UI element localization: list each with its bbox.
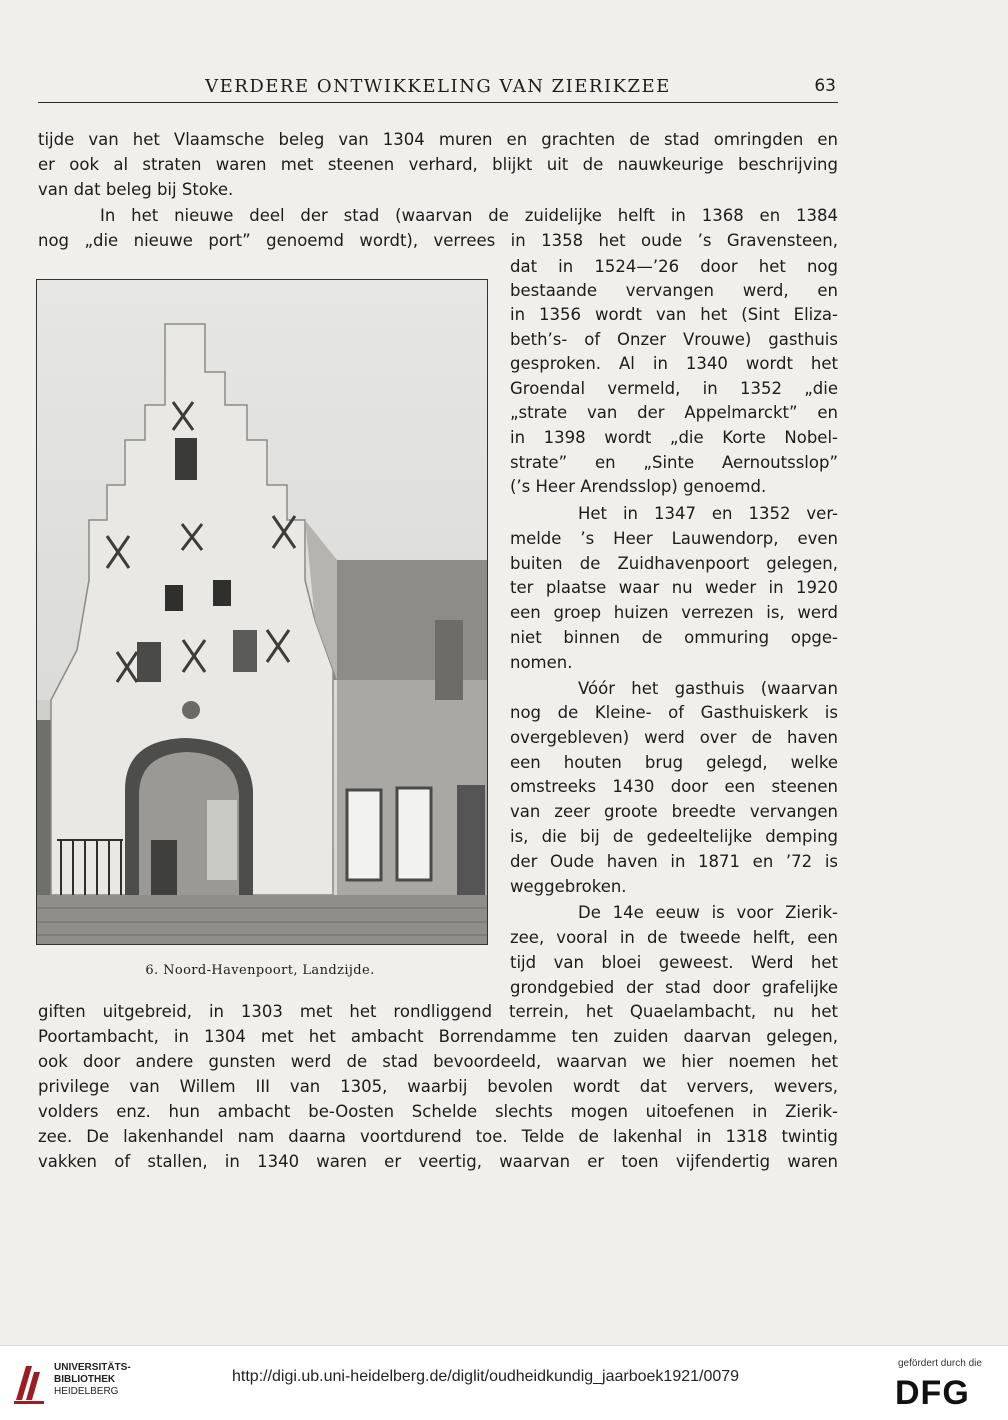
library-name-line: UNIVERSITÄTS-	[54, 1362, 131, 1373]
document-url-link[interactable]: http://digi.ub.uni-heidelberg.de/diglit/oudheidkundig_jaarboek1921/0079	[232, 1368, 740, 1385]
text-line: dat in 1524—’26 door het nog	[510, 257, 838, 276]
text-line: ook door andere gunsten werd de stad bevoordeeld, waarvan we hier noemen het	[38, 1052, 838, 1071]
text-line: zee. De lakenhandel nam daarna voortdurend toe. Telde de lakenhal in 1318 twintig	[38, 1127, 838, 1146]
funder-text: gefördert durch die	[898, 1358, 982, 1369]
header-title: VERDERE ONTWIKKELING VAN ZIERIKZEE	[205, 76, 671, 97]
text-line: tijd van bloei geweest. Werd het	[510, 953, 838, 972]
text-line: In het nieuwe deel der stad (waarvan de zuidelijke helft in 1368 en 1384	[100, 206, 838, 225]
text-line: tijde van het Vlaamsche beleg van 1304 muren en grachten de stad omringden en	[38, 130, 838, 149]
text-line: nomen.	[510, 653, 573, 672]
text-line: weggebroken.	[510, 877, 627, 896]
text-line: strate” en „Sinte Aernoutsslop”	[510, 453, 838, 472]
text-line: overgebleven) werd over de haven	[510, 728, 838, 747]
text-line: in 1356 wordt van het (Sint Eliza-	[510, 305, 838, 324]
library-name-line: BIBLIOTHEK	[54, 1374, 116, 1385]
text-line: is, die bij de gedeeltelijke demping	[510, 827, 838, 846]
text-line: gesproken. Al in 1340 wordt het	[510, 354, 838, 373]
text-line: volders enz. hun ambacht be-Oosten Schelde slechts mogen uitoefenen in Zierik-	[38, 1102, 838, 1121]
text-line: beth’s- of Onzer Vrouwe) gasthuis	[510, 330, 838, 349]
dfg-logo: DFG	[895, 1374, 970, 1412]
running-header	[38, 72, 838, 103]
text-line: „strate van der Appelmarckt” en	[510, 403, 838, 422]
text-line: vakken of stallen, in 1340 waren er veertig, waarvan er toen vijfendertig waren	[38, 1152, 838, 1171]
text-line: in 1398 wordt „die Korte Nobel-	[510, 428, 838, 447]
text-line: van dat beleg bij Stoke.	[38, 180, 234, 199]
text-line: melde ’s Heer Lauwendorp, even	[510, 529, 838, 548]
page-number: 63	[814, 76, 836, 96]
text-line: Groendal vermeld, in 1352 „die	[510, 379, 838, 398]
text-line: bestaande vervangen werd, en	[510, 281, 838, 300]
text-line: zee, vooral in de tweede helft, een	[510, 928, 838, 947]
text-line: privilege van Willem III van 1305, waarbij bevolen wordt dat ververs, wevers,	[38, 1077, 838, 1096]
text-line: een groep huizen verrezen is, werd	[510, 603, 838, 622]
text-line: nog „die nieuwe port” genoemd wordt), verrees in 1358 het oude ’s Gravensteen,	[38, 231, 838, 250]
text-line: een houten brug gelegd, welke	[510, 753, 838, 772]
text-line: nog de Kleine- of Gasthuiskerk is	[510, 703, 838, 722]
text-line: grondgebied der stad door grafelijke	[510, 978, 838, 997]
gate-illustration	[37, 280, 487, 944]
text-line: giften uitgebreid, in 1303 met het rondliggend terrein, het Quaelambacht, nu het	[38, 1002, 838, 1021]
gate-photograph	[36, 279, 488, 945]
text-line: De 14e eeuw is voor Zierik-	[578, 903, 838, 922]
text-line: er ook al straten waren met steenen verhard, blijkt uit de nauwkeurige beschrijving	[38, 155, 838, 174]
library-name	[54, 1362, 131, 1398]
text-line: buiten de Zuidhavenpoort gelegen,	[510, 554, 838, 573]
text-line: Het in 1347 en 1352 ver-	[578, 504, 838, 523]
text-line: omstreeks 1430 door een steenen	[510, 777, 838, 796]
university-library-logo	[12, 1360, 46, 1406]
text-line: Vóór het gasthuis (waarvan	[578, 679, 838, 698]
library-name-line: HEIDELBERG	[54, 1386, 119, 1397]
figure-caption: 6. Noord-Havenpoort, Landzijde.	[145, 963, 375, 978]
text-line: Poortambacht, in 1304 met het ambacht Borrendamme ten zuiden daarvan gelegen,	[38, 1027, 838, 1046]
text-line: ter plaatse waar nu weder in 1920	[510, 578, 838, 597]
text-line: (’s Heer Arendsslop) genoemd.	[510, 477, 767, 496]
digitization-footer	[0, 1345, 1008, 1420]
text-line: der Oude haven in 1871 en ’72 is	[510, 852, 838, 871]
text-line: niet binnen de ommuring opge-	[510, 628, 838, 647]
text-line: van zeer groote breedte vervangen	[510, 802, 838, 821]
